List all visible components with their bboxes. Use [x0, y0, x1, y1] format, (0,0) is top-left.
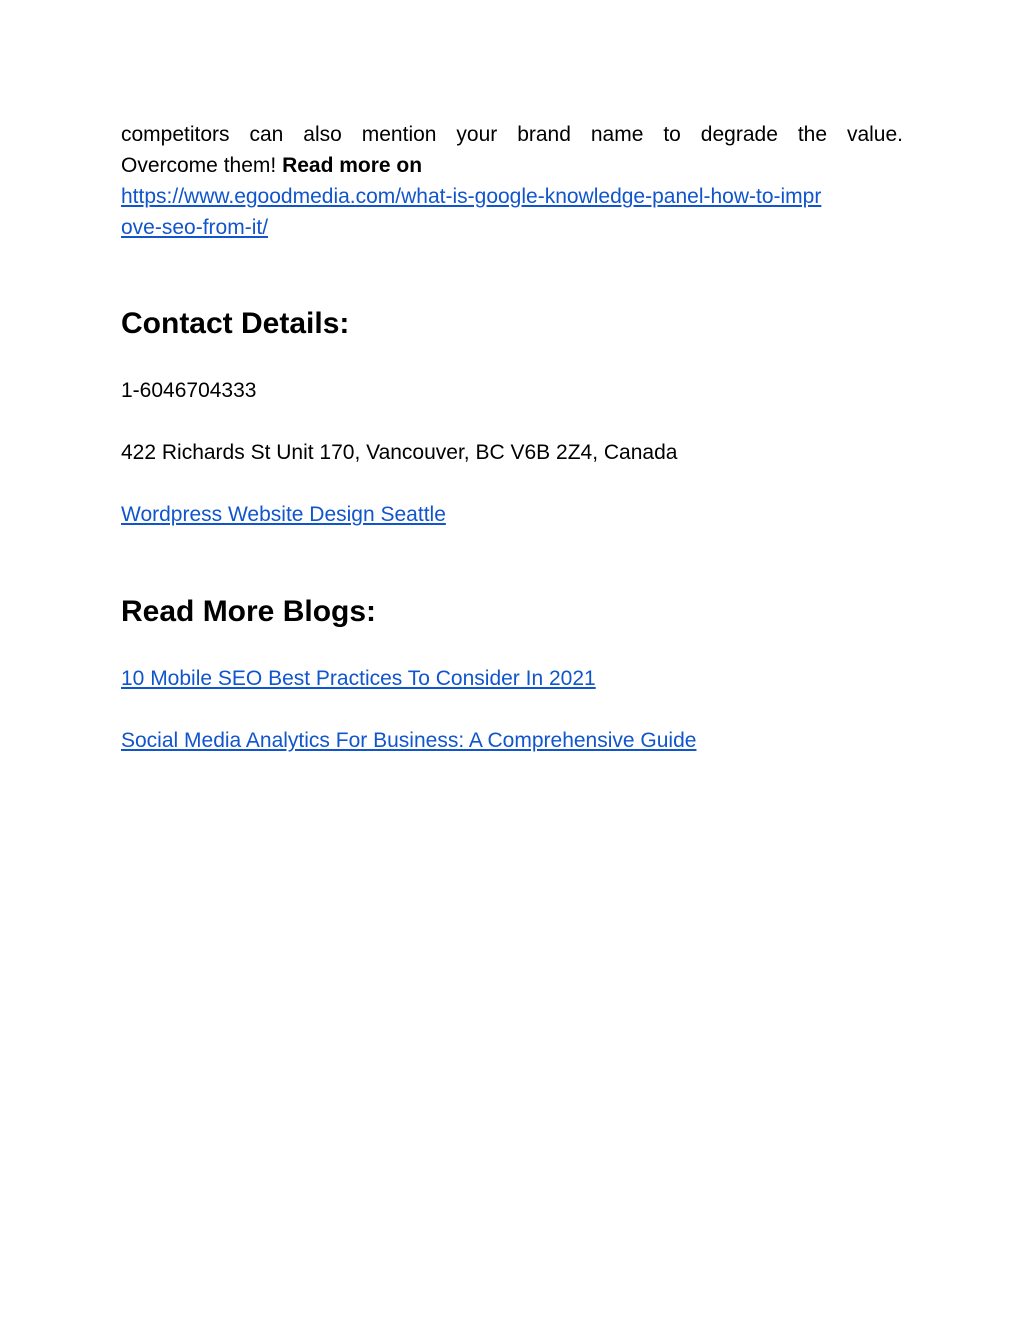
intro-line-2-prefix: Overcome them!: [121, 154, 283, 177]
intro-paragraph: [121, 119, 903, 243]
wordpress-design-link[interactable]: Wordpress Website Design Seattle: [121, 503, 446, 526]
article-url-part-2: ove-seo-from-it/: [121, 216, 269, 239]
blog-link-social-media-analytics[interactable]: Social Media Analytics For Business: A Comprehensive Guide: [121, 729, 697, 752]
article-url-part-1: https://www.egoodmedia.com/what-is-google-knowledge-panel-how-to-impr: [121, 185, 822, 208]
intro-line-2: [121, 154, 422, 177]
blog-link-mobile-seo[interactable]: 10 Mobile SEO Best Practices To Consider In 2021: [121, 667, 596, 690]
contact-heading: Contact Details:: [121, 307, 350, 340]
article-url-link[interactable]: [121, 181, 903, 243]
intro-line-1: competitors can also mention your brand name to degrade the value.: [121, 123, 903, 146]
blogs-heading: Read More Blogs:: [121, 595, 377, 628]
blog-item: [121, 727, 696, 755]
blog-item: [121, 665, 596, 693]
read-more-label: Read more on: [282, 154, 423, 177]
contact-link-line: [121, 501, 446, 529]
contact-phone: 1-6046704333: [121, 379, 257, 402]
contact-address: 422 Richards St Unit 170, Vancouver, BC V6B 2Z4, Canada: [121, 441, 678, 464]
